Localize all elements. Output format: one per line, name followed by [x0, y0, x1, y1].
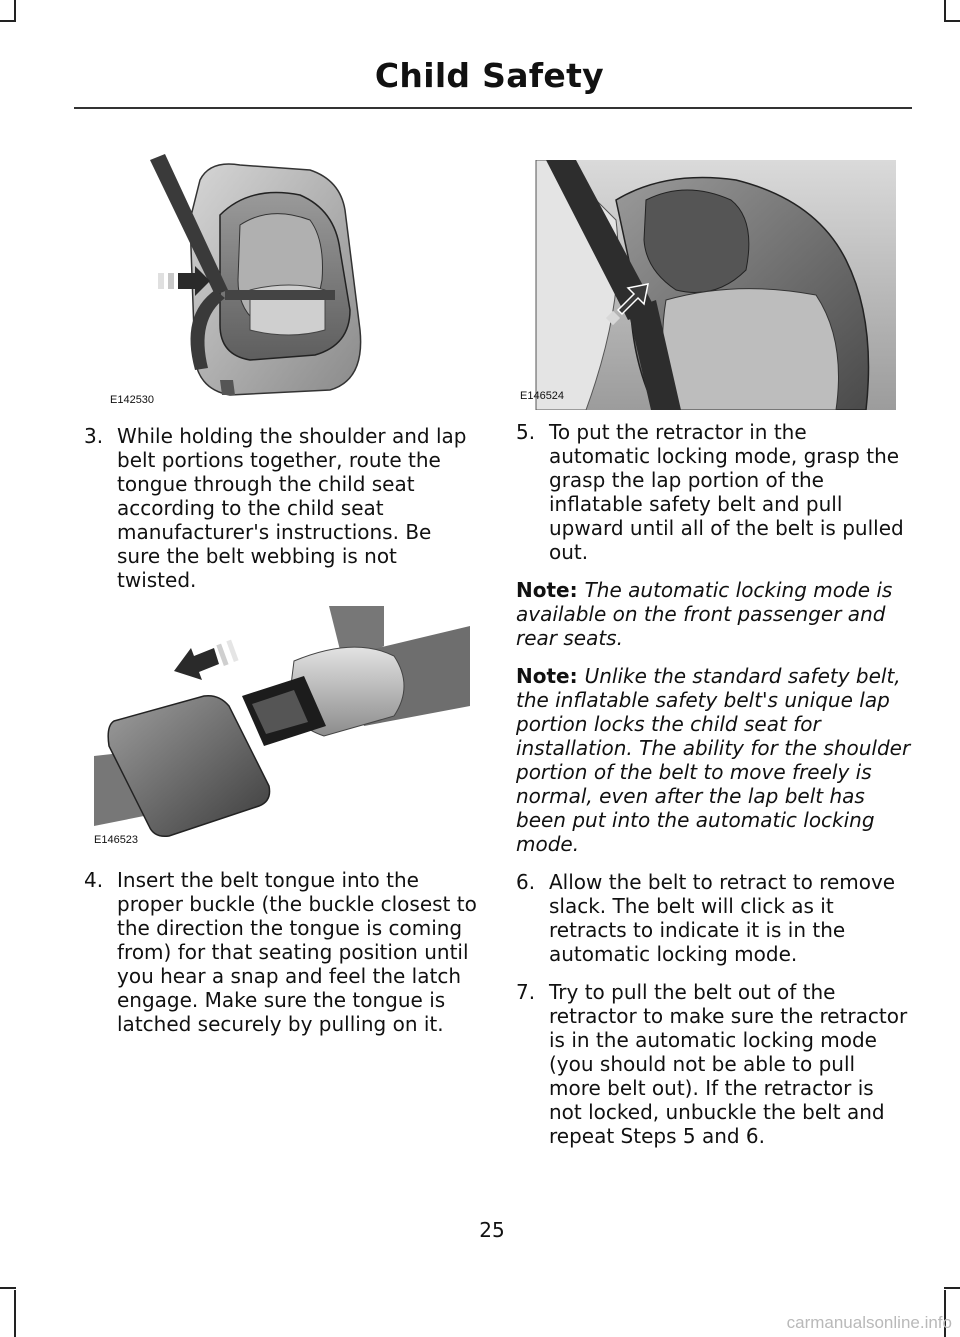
step-number: 4.: [84, 868, 104, 892]
note-text: Unlike the standard safety belt, the inflatable safety belt's unique lap portion locks the child seat for installation. The ability for the shoulder portion of the belt to move freely is normal, even after the lap belt has been put into the automatic locking mode.: [516, 664, 911, 856]
step-6: [516, 870, 912, 966]
step-number: 3.: [84, 424, 104, 448]
step-number: 5.: [516, 420, 536, 444]
header-rule: [74, 107, 912, 109]
right-column: [516, 420, 912, 1148]
page-title: Child Safety: [374, 56, 604, 95]
crop-mark: [14, 0, 16, 22]
lap-belt-pull-illustration: [516, 160, 910, 410]
note-inflatable-belt: [516, 664, 912, 856]
figure-code: E142530: [110, 394, 155, 406]
left-column: [84, 424, 480, 592]
step-text: Allow the belt to retract to remove slack. The belt will click as it retracts to indicate it is in the automatic locking mode.: [549, 870, 896, 966]
note-text: The automatic locking mode is available on the front passenger and rear seats.: [516, 578, 893, 650]
watermark: carmanualsonline.info: [786, 1313, 952, 1332]
step-text: To put the retractor in the automatic locking mode, grasp the grasp the lap portion of the inflatable safety belt and pull upward until all of the belt is pulled out.: [549, 420, 904, 564]
note-automatic-locking: [516, 578, 912, 650]
step-text: While holding the shoulder and lap belt portions together, route the tongue through the child seat according to the child seat manufacturer's instructions. Be sure the belt webbing is not twisted.: [117, 424, 467, 592]
step-text: Try to pull the belt out of the retractor to make sure the retractor is in the automatic locking mode (you should not be able to pull more belt out). If the retractor is not locked, unbuckle the belt and repeat Steps 5 and 6.: [549, 980, 908, 1148]
crop-mark: [14, 1290, 16, 1337]
step-3: [84, 424, 480, 592]
left-column-lower: [84, 868, 480, 1036]
crop-mark: [0, 20, 16, 22]
step-text: Insert the belt tongue into the proper buckle (the buckle closest to the direction the tongue is coming from) for that seating position until you hear a snap and feel the latch engage. Make sure the tongue is latched securely by pulling on it.: [117, 868, 477, 1036]
step-7: [516, 980, 912, 1148]
crop-mark: [944, 20, 960, 22]
step-5: [516, 420, 912, 564]
buckle-tongue-illustration: [94, 606, 470, 850]
figure-code: E146523: [94, 834, 139, 846]
figure-code: E146524: [520, 390, 565, 402]
step-4: [84, 868, 480, 1036]
crop-mark: [944, 1287, 960, 1289]
note-label: Note:: [516, 664, 585, 688]
crop-mark: [0, 1287, 16, 1289]
step-number: 6.: [516, 870, 536, 894]
crop-mark: [944, 0, 946, 22]
step-number: 7.: [516, 980, 536, 1004]
page-number: 25: [479, 1218, 505, 1242]
child-seat-belt-routing-illustration: [110, 140, 470, 410]
note-label: Note:: [516, 578, 585, 602]
